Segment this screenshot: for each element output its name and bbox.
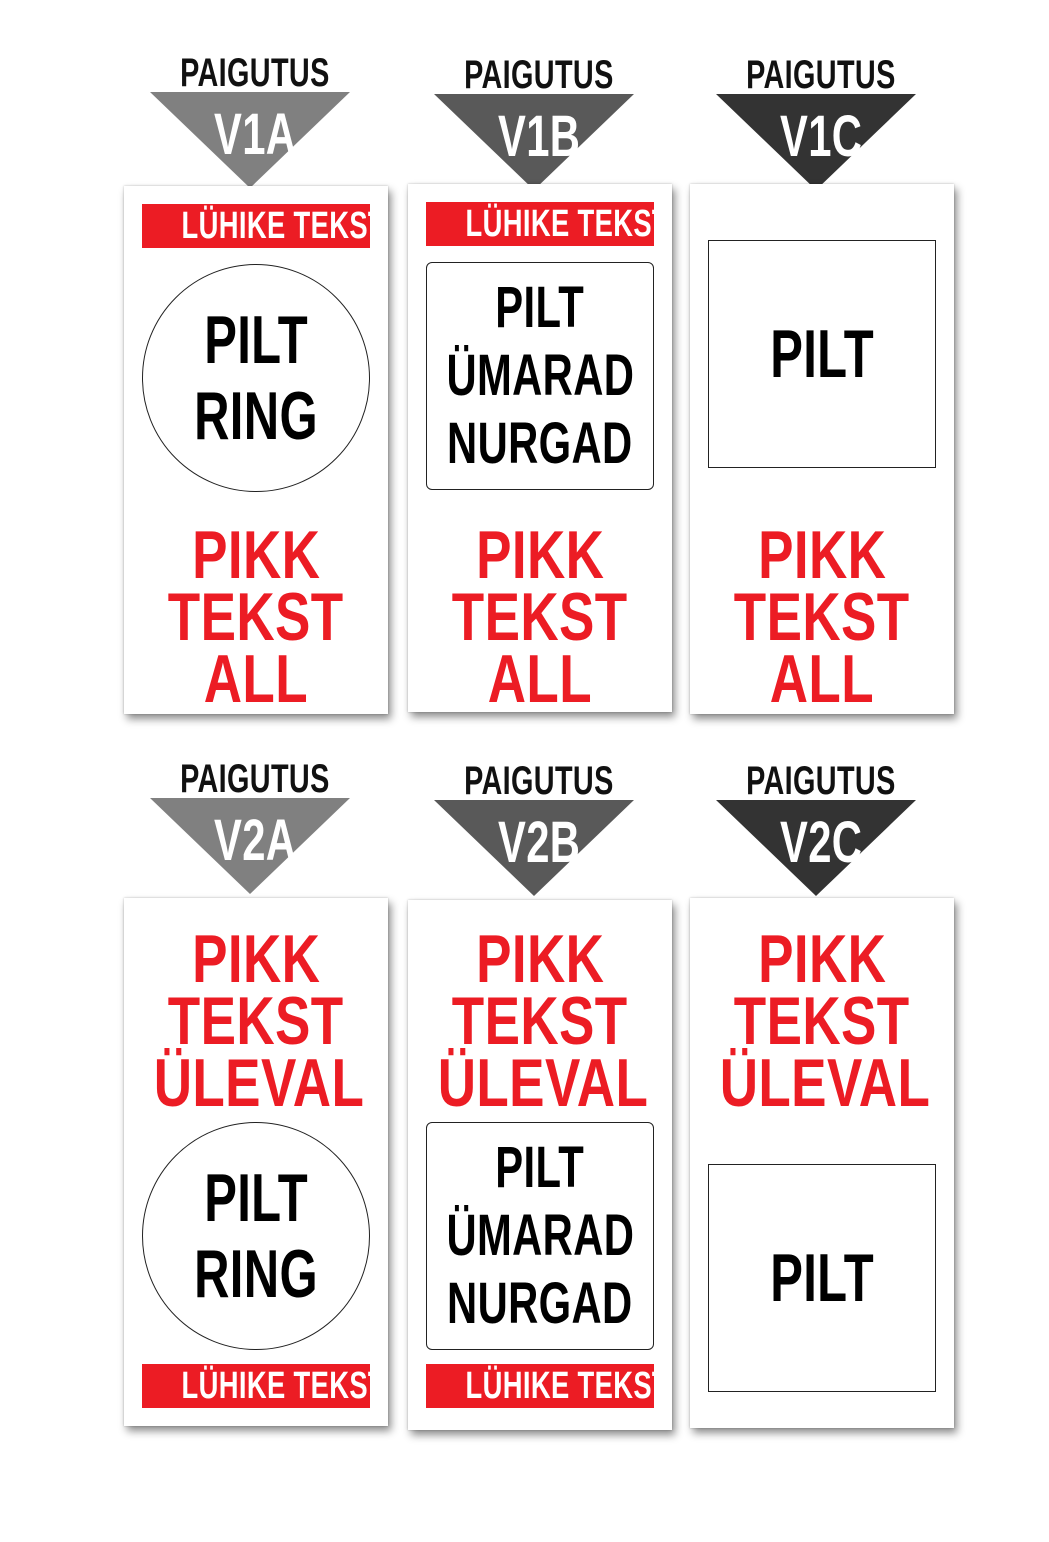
image-placeholder-circle — [142, 1122, 370, 1350]
long-text-line: TEKST — [168, 983, 344, 1059]
long-text-line: ÜLEVAL — [719, 1045, 931, 1121]
image-placeholder-square — [708, 240, 936, 468]
long-text-line: TEKST — [168, 579, 344, 655]
long-text-line: ÜLEVAL — [437, 1045, 649, 1121]
placeholder-line: PILT — [770, 1240, 874, 1316]
image-placeholder-rounded — [426, 262, 654, 490]
image-placeholder-rounded — [426, 1122, 654, 1350]
layout-code: V1A — [213, 102, 297, 167]
long-text-line: PIKK — [475, 517, 605, 593]
long-text-line: PIKK — [191, 921, 321, 997]
long-text-line: ALL — [203, 641, 309, 717]
layout-card — [124, 898, 388, 1426]
placeholder-line: NURGAD — [447, 411, 633, 476]
long-text — [408, 921, 672, 1121]
placeholder-line: RING — [194, 378, 318, 454]
placeholder-line: ÜMARAD — [446, 343, 634, 408]
long-text-line: PIKK — [475, 921, 605, 997]
layout-code: V2A — [213, 808, 297, 873]
layout-header — [686, 756, 956, 916]
paigutus-label: PAIGUTUS — [180, 757, 330, 801]
image-placeholder-square — [708, 1164, 936, 1392]
layout-code: V2B — [497, 810, 581, 875]
long-text — [690, 921, 954, 1121]
layout-card — [690, 898, 954, 1428]
image-placeholder-circle — [142, 264, 370, 492]
placeholder-line: PILT — [495, 275, 585, 340]
placeholder-line: ÜMARAD — [446, 1203, 634, 1268]
long-text — [124, 921, 388, 1121]
paigutus-label: PAIGUTUS — [746, 759, 896, 803]
placeholder-line: PILT — [204, 1160, 308, 1236]
long-text-line: PIKK — [191, 517, 321, 593]
placeholder-line: NURGAD — [447, 1271, 633, 1336]
long-text-line: ÜLEVAL — [153, 1045, 365, 1121]
short-text-bar: LÜHIKE TEKST — [142, 204, 370, 248]
long-text-line: PIKK — [757, 517, 887, 593]
long-text-line: TEKST — [452, 983, 628, 1059]
short-text-bar: LÜHIKE TEKST — [426, 1364, 654, 1408]
long-text-line: TEKST — [734, 983, 910, 1059]
long-text-line: ALL — [487, 641, 593, 717]
layout-header — [404, 756, 674, 916]
long-text — [690, 517, 954, 717]
short-text-bar: LÜHIKE TEKST — [142, 1364, 370, 1408]
paigutus-label: PAIGUTUS — [180, 51, 330, 95]
long-text-line: TEKST — [734, 579, 910, 655]
long-text-line: PIKK — [757, 921, 887, 997]
paigutus-label: PAIGUTUS — [746, 53, 896, 97]
layout-code: V1C — [779, 104, 863, 169]
paigutus-label: PAIGUTUS — [464, 53, 614, 97]
placeholder-line: PILT — [770, 316, 874, 392]
placeholder-line: PILT — [204, 302, 308, 378]
placeholder-line: PILT — [495, 1135, 585, 1200]
long-text-line: TEKST — [452, 579, 628, 655]
layout-card — [408, 184, 672, 717]
paigutus-label: PAIGUTUS — [464, 759, 614, 803]
layout-card — [408, 900, 672, 1430]
long-text — [124, 517, 388, 717]
layout-code: V2C — [779, 810, 863, 875]
long-text-line: ALL — [769, 641, 875, 717]
short-text-bar: LÜHIKE TEKST — [426, 202, 654, 246]
placeholder-line: RING — [194, 1236, 318, 1312]
long-text — [408, 517, 672, 717]
layout-header — [120, 48, 390, 208]
layout-header — [120, 754, 390, 914]
layout-code: V1B — [497, 104, 581, 169]
layout-card — [124, 186, 388, 717]
layout-card — [690, 184, 954, 717]
